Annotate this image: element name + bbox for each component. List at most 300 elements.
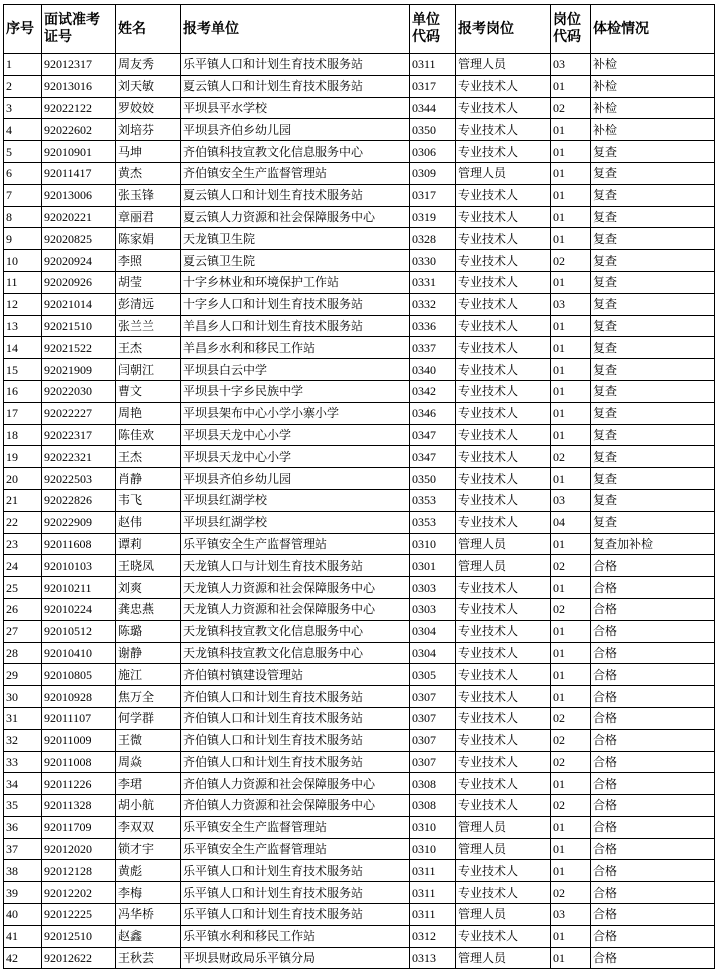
exam-id-cell: 92011709 (42, 816, 116, 838)
table-row (4, 642, 715, 664)
position-cell: 专业技术人 (456, 489, 551, 511)
name-cell: 何学群 (116, 707, 181, 729)
checkup-status-cell: 合格 (591, 773, 715, 795)
serial-cell: 9 (4, 228, 42, 250)
checkup-status-cell: 复查 (591, 250, 715, 272)
name-cell: 陈家娟 (116, 228, 181, 250)
unit-code-cell: 0310 (410, 816, 456, 838)
unit-code-cell: 0304 (410, 642, 456, 664)
position-cell: 管理人员 (456, 904, 551, 926)
unit-cell: 平坝县红湖学校 (181, 489, 410, 511)
checkup-status-cell: 复查 (591, 315, 715, 337)
name-cell: 王秋芸 (116, 947, 181, 969)
checkup-status-cell: 复查 (591, 228, 715, 250)
position-code-cell: 01 (551, 359, 591, 381)
position-cell: 专业技术人 (456, 184, 551, 206)
position-cell: 专业技术人 (456, 337, 551, 359)
serial-cell: 28 (4, 642, 42, 664)
unit-cell: 夏云镇人力资源和社会保障服务中心 (181, 206, 410, 228)
exam-id-cell: 92010805 (42, 664, 116, 686)
position-cell: 专业技术人 (456, 271, 551, 293)
exam-id-cell: 92010103 (42, 555, 116, 577)
position-cell: 专业技术人 (456, 598, 551, 620)
serial-cell: 25 (4, 577, 42, 599)
unit-cell: 十字乡林业和环境保护工作站 (181, 271, 410, 293)
exam-id-cell: 92022122 (42, 97, 116, 119)
checkup-status-cell: 复查 (591, 359, 715, 381)
serial-cell: 5 (4, 141, 42, 163)
position-code-cell: 01 (551, 947, 591, 969)
unit-code-cell: 0340 (410, 359, 456, 381)
serial-cell: 11 (4, 271, 42, 293)
table-row (4, 228, 715, 250)
exam-id-cell: 92012020 (42, 838, 116, 860)
position-code-cell: 02 (551, 97, 591, 119)
position-code-cell: 01 (551, 75, 591, 97)
unit-code-cell: 0347 (410, 424, 456, 446)
table-row (4, 729, 715, 751)
table-row (4, 555, 715, 577)
unit-cell: 夏云镇卫生院 (181, 250, 410, 272)
name-cell: 王微 (116, 729, 181, 751)
name-cell: 李照 (116, 250, 181, 272)
position-code-cell: 01 (551, 119, 591, 141)
position-code-cell: 02 (551, 751, 591, 773)
serial-cell: 24 (4, 555, 42, 577)
unit-code-cell: 0308 (410, 795, 456, 817)
position-code-cell: 01 (551, 686, 591, 708)
checkup-status-cell: 补检 (591, 75, 715, 97)
unit-cell: 齐伯镇人力资源和社会保障服务中心 (181, 795, 410, 817)
checkup-status-cell: 补检 (591, 97, 715, 119)
unit-cell: 夏云镇人口和计划生育技术服务站 (181, 184, 410, 206)
checkup-status-cell: 复查 (591, 446, 715, 468)
name-cell: 曹文 (116, 380, 181, 402)
position-code-cell: 02 (551, 707, 591, 729)
position-cell: 专业技术人 (456, 468, 551, 490)
unit-cell: 齐伯镇人口和计划生育技术服务站 (181, 729, 410, 751)
unit-code-cell: 0307 (410, 729, 456, 751)
checkup-status-cell: 复查 (591, 424, 715, 446)
unit-cell: 乐平镇水利和移民工作站 (181, 925, 410, 947)
checkup-status-cell: 合格 (591, 795, 715, 817)
position-cell: 专业技术人 (456, 206, 551, 228)
table-row (4, 664, 715, 686)
table-row (4, 773, 715, 795)
table-row (4, 686, 715, 708)
unit-cell: 齐伯镇安全生产监督管理站 (181, 162, 410, 184)
table-row (4, 904, 715, 926)
unit-cell: 乐平镇安全生产监督管理站 (181, 816, 410, 838)
position-cell: 专业技术人 (456, 380, 551, 402)
serial-cell: 1 (4, 54, 42, 76)
name-cell: 黄彪 (116, 860, 181, 882)
table-row (4, 795, 715, 817)
position-cell: 专业技术人 (456, 773, 551, 795)
unit-code-cell: 0319 (410, 206, 456, 228)
serial-cell: 2 (4, 75, 42, 97)
position-code-cell: 01 (551, 162, 591, 184)
table-row (4, 184, 715, 206)
serial-cell: 21 (4, 489, 42, 511)
checkup-status-cell: 复查 (591, 271, 715, 293)
serial-cell: 40 (4, 904, 42, 926)
unit-code-cell: 0311 (410, 860, 456, 882)
table-row (4, 315, 715, 337)
unit-cell: 天龙镇科技宣教文化信息服务中心 (181, 620, 410, 642)
exam-id-cell: 92011608 (42, 533, 116, 555)
serial-cell: 15 (4, 359, 42, 381)
unit-code-cell: 0309 (410, 162, 456, 184)
position-cell: 专业技术人 (456, 707, 551, 729)
position-cell: 专业技术人 (456, 511, 551, 533)
unit-cell: 齐伯镇科技宣教文化信息服务中心 (181, 141, 410, 163)
checkup-status-cell: 复查 (591, 380, 715, 402)
exam-id-cell: 92012317 (42, 54, 116, 76)
position-cell: 管理人员 (456, 162, 551, 184)
table-row (4, 206, 715, 228)
unit-cell: 天龙镇人口与计划生育技术服务站 (181, 555, 410, 577)
checkup-status-cell: 合格 (591, 642, 715, 664)
serial-cell: 14 (4, 337, 42, 359)
position-code-cell: 02 (551, 598, 591, 620)
position-cell: 专业技术人 (456, 751, 551, 773)
name-cell: 周焱 (116, 751, 181, 773)
position-code-cell: 03 (551, 904, 591, 926)
table-row (4, 250, 715, 272)
table-row (4, 293, 715, 315)
unit-cell: 平坝县架布中心小学小寨小学 (181, 402, 410, 424)
serial-cell: 32 (4, 729, 42, 751)
serial-cell: 29 (4, 664, 42, 686)
unit-code-cell: 0332 (410, 293, 456, 315)
position-code-cell: 01 (551, 816, 591, 838)
name-cell: 闫朝江 (116, 359, 181, 381)
name-cell: 赵鑫 (116, 925, 181, 947)
table-row (4, 882, 715, 904)
checkup-status-cell: 合格 (591, 947, 715, 969)
serial-cell: 36 (4, 816, 42, 838)
name-cell: 章丽君 (116, 206, 181, 228)
unit-code-cell: 0350 (410, 119, 456, 141)
checkup-status-cell: 合格 (591, 882, 715, 904)
table-row (4, 533, 715, 555)
name-cell: 罗姣姣 (116, 97, 181, 119)
name-cell: 赵伟 (116, 511, 181, 533)
position-code-cell: 01 (551, 642, 591, 664)
position-code-cell: 01 (551, 402, 591, 424)
exam-results-table (3, 4, 715, 969)
unit-code-cell: 0342 (410, 380, 456, 402)
position-code-cell: 02 (551, 446, 591, 468)
table-row (4, 54, 715, 76)
checkup-status-cell: 合格 (591, 686, 715, 708)
position-cell: 专业技术人 (456, 729, 551, 751)
position-code-cell: 02 (551, 555, 591, 577)
unit-cell: 乐平镇人口和计划生育技术服务站 (181, 882, 410, 904)
position-code-cell: 02 (551, 795, 591, 817)
name-cell: 刘天敏 (116, 75, 181, 97)
checkup-status-cell: 合格 (591, 729, 715, 751)
name-cell: 李双双 (116, 816, 181, 838)
unit-code-cell: 0311 (410, 904, 456, 926)
checkup-status-cell: 复查 (591, 511, 715, 533)
unit-cell: 天龙镇人力资源和社会保障服务中心 (181, 598, 410, 620)
serial-cell: 19 (4, 446, 42, 468)
unit-cell: 十字乡人口和计划生育技术服务站 (181, 293, 410, 315)
name-cell: 陈璐 (116, 620, 181, 642)
position-cell: 管理人员 (456, 816, 551, 838)
position-cell: 专业技术人 (456, 664, 551, 686)
unit-cell: 乐平镇人口和计划生育技术服务站 (181, 904, 410, 926)
unit-code-cell: 0307 (410, 751, 456, 773)
serial-cell: 12 (4, 293, 42, 315)
name-cell: 锁才宇 (116, 838, 181, 860)
position-code-cell: 02 (551, 882, 591, 904)
exam-id-cell: 92022317 (42, 424, 116, 446)
position-code-cell: 01 (551, 424, 591, 446)
position-cell: 专业技术人 (456, 642, 551, 664)
unit-cell: 乐平镇人口和计划生育技术服务站 (181, 54, 410, 76)
unit-cell: 平坝县十字乡民族中学 (181, 380, 410, 402)
serial-cell: 27 (4, 620, 42, 642)
unit-cell: 平坝县齐伯乡幼儿园 (181, 468, 410, 490)
unit-cell: 平坝县天龙中心小学 (181, 446, 410, 468)
table-row (4, 751, 715, 773)
unit-cell: 平坝县齐伯乡幼儿园 (181, 119, 410, 141)
serial-cell: 10 (4, 250, 42, 272)
exam-id-cell: 92022227 (42, 402, 116, 424)
exam-id-cell: 92022602 (42, 119, 116, 141)
name-cell: 刘培芬 (116, 119, 181, 141)
exam-id-cell: 92022503 (42, 468, 116, 490)
exam-id-cell: 92011417 (42, 162, 116, 184)
exam-id-cell: 92020926 (42, 271, 116, 293)
serial-cell: 22 (4, 511, 42, 533)
serial-cell: 16 (4, 380, 42, 402)
exam-id-cell: 92021014 (42, 293, 116, 315)
position-code-cell: 01 (551, 664, 591, 686)
unit-cell: 羊昌乡水利和移民工作站 (181, 337, 410, 359)
exam-id-cell: 92021909 (42, 359, 116, 381)
serial-cell: 6 (4, 162, 42, 184)
position-code-cell: 03 (551, 293, 591, 315)
position-cell: 管理人员 (456, 533, 551, 555)
unit-code-cell: 0344 (410, 97, 456, 119)
position-cell: 专业技术人 (456, 446, 551, 468)
position-cell: 专业技术人 (456, 228, 551, 250)
unit-code-cell: 0336 (410, 315, 456, 337)
header-position: 报考岗位 (456, 5, 551, 54)
serial-cell: 30 (4, 686, 42, 708)
table-row (4, 75, 715, 97)
position-cell: 专业技术人 (456, 75, 551, 97)
unit-cell: 乐平镇人口和计划生育技术服务站 (181, 860, 410, 882)
exam-id-cell: 92010512 (42, 620, 116, 642)
exam-id-cell: 92011226 (42, 773, 116, 795)
exam-id-cell: 92010211 (42, 577, 116, 599)
header-unit-code: 单位代码 (410, 5, 456, 54)
unit-cell: 乐平镇安全生产监督管理站 (181, 838, 410, 860)
unit-cell: 平坝县红湖学校 (181, 511, 410, 533)
position-cell: 专业技术人 (456, 795, 551, 817)
unit-code-cell: 0347 (410, 446, 456, 468)
name-cell: 谢静 (116, 642, 181, 664)
serial-cell: 34 (4, 773, 42, 795)
serial-cell: 18 (4, 424, 42, 446)
table-row (4, 838, 715, 860)
unit-cell: 夏云镇人口和计划生育技术服务站 (181, 75, 410, 97)
exam-id-cell: 92020924 (42, 250, 116, 272)
exam-id-cell: 92021522 (42, 337, 116, 359)
unit-code-cell: 0308 (410, 773, 456, 795)
unit-cell: 天龙镇卫生院 (181, 228, 410, 250)
unit-code-cell: 0313 (410, 947, 456, 969)
name-cell: 肖静 (116, 468, 181, 490)
table-row (4, 620, 715, 642)
serial-cell: 3 (4, 97, 42, 119)
serial-cell: 31 (4, 707, 42, 729)
name-cell: 李梅 (116, 882, 181, 904)
position-cell: 管理人员 (456, 54, 551, 76)
unit-code-cell: 0317 (410, 184, 456, 206)
position-cell: 专业技术人 (456, 402, 551, 424)
serial-cell: 4 (4, 119, 42, 141)
exam-id-cell: 92022321 (42, 446, 116, 468)
serial-cell: 41 (4, 925, 42, 947)
exam-id-cell: 92012225 (42, 904, 116, 926)
checkup-status-cell: 复查 (591, 402, 715, 424)
exam-id-cell: 92013006 (42, 184, 116, 206)
exam-id-cell: 92010928 (42, 686, 116, 708)
table-row (4, 380, 715, 402)
unit-code-cell: 0353 (410, 511, 456, 533)
exam-id-cell: 92011328 (42, 795, 116, 817)
position-cell: 专业技术人 (456, 119, 551, 141)
name-cell: 马坤 (116, 141, 181, 163)
position-code-cell: 02 (551, 729, 591, 751)
checkup-status-cell: 合格 (591, 707, 715, 729)
position-code-cell: 03 (551, 54, 591, 76)
unit-code-cell: 0301 (410, 555, 456, 577)
table-body (4, 54, 715, 969)
position-cell: 专业技术人 (456, 293, 551, 315)
unit-code-cell: 0328 (410, 228, 456, 250)
position-code-cell: 01 (551, 315, 591, 337)
exam-id-cell: 92012128 (42, 860, 116, 882)
exam-id-cell: 92012510 (42, 925, 116, 947)
table-row (4, 402, 715, 424)
exam-id-cell: 92011009 (42, 729, 116, 751)
unit-code-cell: 0306 (410, 141, 456, 163)
checkup-status-cell: 复查加补检 (591, 533, 715, 555)
checkup-status-cell: 合格 (591, 620, 715, 642)
checkup-status-cell: 复查 (591, 206, 715, 228)
unit-code-cell: 0303 (410, 598, 456, 620)
table-row (4, 97, 715, 119)
checkup-status-cell: 复查 (591, 293, 715, 315)
name-cell: 王杰 (116, 337, 181, 359)
table-row (4, 271, 715, 293)
position-cell: 专业技术人 (456, 860, 551, 882)
exam-id-cell: 92011107 (42, 707, 116, 729)
checkup-status-cell: 复查 (591, 489, 715, 511)
table-row (4, 119, 715, 141)
unit-cell: 齐伯镇人口和计划生育技术服务站 (181, 751, 410, 773)
table-row (4, 598, 715, 620)
unit-code-cell: 0310 (410, 838, 456, 860)
table-row (4, 816, 715, 838)
exam-id-cell: 92010410 (42, 642, 116, 664)
checkup-status-cell: 合格 (591, 751, 715, 773)
position-cell: 管理人员 (456, 555, 551, 577)
unit-code-cell: 0307 (410, 707, 456, 729)
serial-cell: 23 (4, 533, 42, 555)
name-cell: 冯华桥 (116, 904, 181, 926)
position-code-cell: 01 (551, 620, 591, 642)
checkup-status-cell: 合格 (591, 904, 715, 926)
unit-cell: 平坝县财政局乐平镇分局 (181, 947, 410, 969)
exam-id-cell: 92012202 (42, 882, 116, 904)
exam-id-cell: 92010901 (42, 141, 116, 163)
serial-cell: 38 (4, 860, 42, 882)
serial-cell: 37 (4, 838, 42, 860)
position-cell: 专业技术人 (456, 424, 551, 446)
unit-code-cell: 0317 (410, 75, 456, 97)
position-code-cell: 01 (551, 838, 591, 860)
exam-id-cell: 92022909 (42, 511, 116, 533)
header-exam-id: 面试准考证号 (42, 5, 116, 54)
checkup-status-cell: 合格 (591, 555, 715, 577)
exam-id-cell: 92020825 (42, 228, 116, 250)
position-code-cell: 01 (551, 141, 591, 163)
unit-code-cell: 0353 (410, 489, 456, 511)
header-checkup-status: 体检情况 (591, 5, 715, 54)
exam-id-cell: 92013016 (42, 75, 116, 97)
position-cell: 专业技术人 (456, 882, 551, 904)
checkup-status-cell: 复查 (591, 468, 715, 490)
unit-code-cell: 0331 (410, 271, 456, 293)
position-code-cell: 02 (551, 250, 591, 272)
checkup-status-cell: 合格 (591, 816, 715, 838)
position-cell: 专业技术人 (456, 97, 551, 119)
name-cell: 王晓凤 (116, 555, 181, 577)
unit-code-cell: 0310 (410, 533, 456, 555)
checkup-status-cell: 补检 (591, 54, 715, 76)
unit-cell: 天龙镇科技宣教文化信息服务中心 (181, 642, 410, 664)
table-row (4, 860, 715, 882)
unit-cell: 羊昌乡人口和计划生育技术服务站 (181, 315, 410, 337)
unit-cell: 平坝县白云中学 (181, 359, 410, 381)
checkup-status-cell: 合格 (591, 838, 715, 860)
exam-id-cell: 92011008 (42, 751, 116, 773)
name-cell: 胡莹 (116, 271, 181, 293)
unit-code-cell: 0305 (410, 664, 456, 686)
unit-cell: 天龙镇人力资源和社会保障服务中心 (181, 577, 410, 599)
unit-cell: 齐伯镇人口和计划生育技术服务站 (181, 707, 410, 729)
position-code-cell: 01 (551, 860, 591, 882)
name-cell: 胡小航 (116, 795, 181, 817)
position-code-cell: 01 (551, 271, 591, 293)
name-cell: 陈佳欢 (116, 424, 181, 446)
position-code-cell: 01 (551, 773, 591, 795)
name-cell: 谭莉 (116, 533, 181, 555)
header-position-code: 岗位代码 (551, 5, 591, 54)
position-cell: 专业技术人 (456, 315, 551, 337)
table-row (4, 468, 715, 490)
unit-code-cell: 0350 (410, 468, 456, 490)
exam-id-cell: 92021510 (42, 315, 116, 337)
